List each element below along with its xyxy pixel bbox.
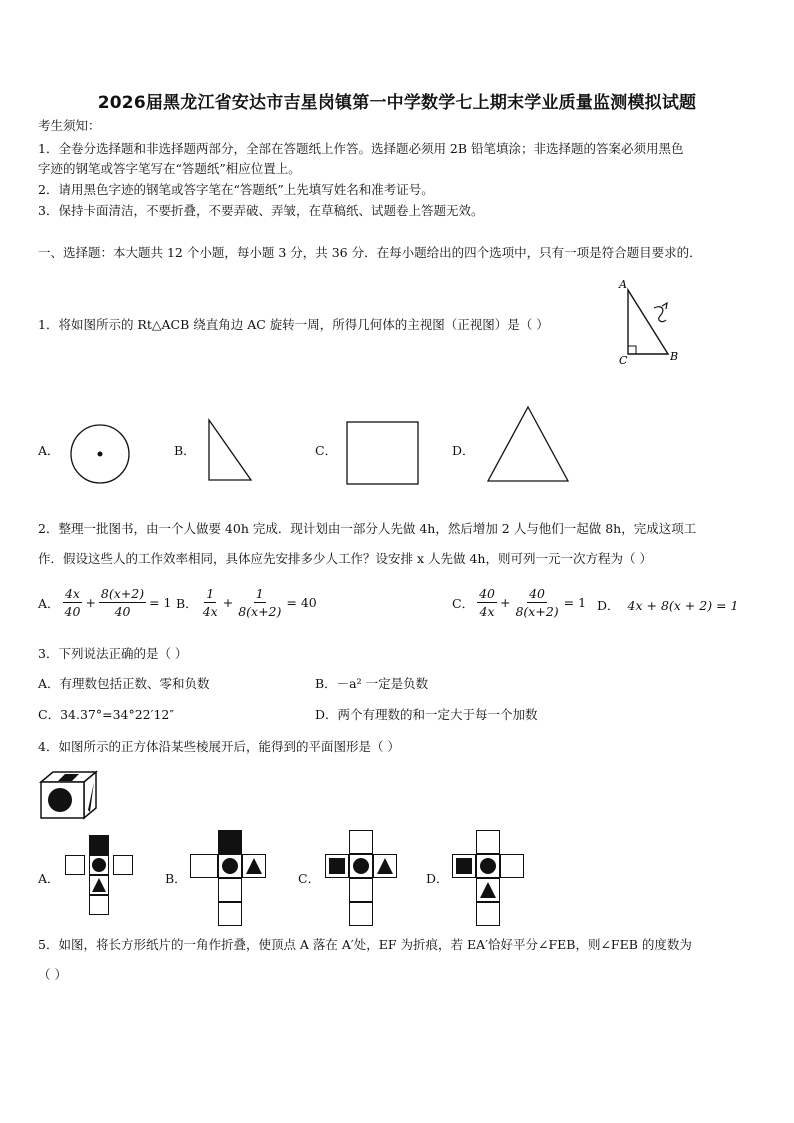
q1-option-a-label[interactable]: A． [38,443,60,458]
q2-option-b-label: B． [176,595,198,611]
q2-option-d-label: D． [597,598,620,613]
q2-a-rhs: = 1 [149,595,172,610]
q4-option-c-label[interactable]: C． [298,871,321,886]
q4-option-a-label[interactable]: A． [38,871,60,886]
label-b: B [670,350,679,363]
q3-option-c[interactable]: C．34.37°=34°22′12″ [38,707,175,722]
label-a: A [619,278,627,291]
question-4-text: 4．如图所示的正方体沿某些棱展开后，能得到的平面图形是（ ） [38,739,400,754]
q2-option-d[interactable] [597,596,738,614]
q3-option-a[interactable]: A．有理数包括正数、零和负数 [38,676,210,691]
label-c: C [619,354,628,366]
q2-c-fraction-1: $\frac{40}{4x}$ [479,586,495,619]
q4-option-b-label[interactable]: B． [165,871,187,886]
q2-option-a-label: A． [38,595,60,611]
q1-option-d-label[interactable]: D． [452,443,475,458]
q3-option-d[interactable]: D．两个有理数的和一定大于每一个加数 [315,707,538,722]
q2-c-rhs: = 1 [563,595,587,610]
q2-d-equation: 4x + 8(x + 2) = 1 [627,597,739,613]
q2-b-rhs: = 40 [286,595,317,610]
question-2-line-1: 2．整理一批图书，由一个人做要 40h 完成．现计划由一部分人先做 4h，然后增加 2 人与他们一起做 8h，完成这项工 [38,521,697,536]
q2-b-fraction-1: $\frac{1}{4x}$ [202,586,218,619]
q2-b-fraction-2: $\frac{1}{8(x+2)}$ [238,586,282,619]
plus-sign: + [85,595,96,610]
plus-sign: + [222,595,234,610]
q1-option-b-label[interactable]: B． [174,443,196,458]
q2-option-c[interactable] [452,586,586,619]
q2-option-a[interactable] [38,586,172,619]
q4-cube-figure [38,770,100,822]
notice-item-3: 3．保持卡面清洁，不要折叠，不要弄破、弄皱，在草稿纸、试题卷上答题无效。 [38,203,484,218]
q1-option-a-circle [68,422,132,486]
question-2-line-2: 作．假设这些人的工作效率相同，具体应先安排多少人工作？设安排 x 人先做 4h，则可列一元一次方程为（ ） [38,551,652,566]
section-heading: 一、选择题：本大题共 12 个小题，每小题 3 分，共 36 分．在每小题给出的四个选项中，只有一项是符合题目要求的． [38,245,702,260]
q1-option-c-label[interactable]: C． [315,443,338,458]
q2-option-c-label: C． [452,595,475,611]
q2-c-fraction-2: $\frac{40}{8(x+2)}$ [515,586,559,619]
question-5-line-1: 5．如图，将长方形纸片的一角作折叠，使顶点 A 落在 A′处，EF 为折痕，若 EA′恰好平分∠FEB，则∠FEB 的度数为 [38,937,692,952]
notice-header: 考生须知： [38,118,101,133]
q2-a-fraction-1: $\frac{4x}{40}$ [64,586,81,619]
question-5-line-2: （ ） [38,967,67,982]
q3-option-b[interactable]: B．－a² 一定是负数 [315,676,429,691]
q1-option-c-square [345,420,421,486]
notice-item-1: 1．全卷分选择题和非选择题两部分，全部在答题纸上作答。选择题必须用 2B 铅笔填涂；非选择题的答案必须用黑色 [38,141,684,156]
q1-option-b-triangle [205,418,255,484]
notice-item-1-cont: 字迹的钢笔或答字笔写在“答题纸”相应位置上。 [38,161,301,176]
plus-sign: + [499,595,511,610]
page-title: 2026届黑龙江省安达市吉星岗镇第一中学数学七上期末学业质量监测模拟试题 [97,93,697,113]
q2-a-fraction-2: $\frac{8(x+2)}{40}$ [100,586,145,619]
q1-triangle-figure [610,276,690,366]
notice-item-2: 2．请用黑色字迹的钢笔或答字笔在“答题纸”上先填写姓名和准考证号。 [38,182,434,197]
q4-option-d-label[interactable]: D． [426,871,449,886]
question-1-text: 1．将如图所示的 Rt△ACB 绕直角边 AC 旋转一周，所得几何体的主视图（正视图）是（ ） [38,317,549,332]
question-3-text: 3．下列说法正确的是（ ） [38,646,188,661]
q2-option-b[interactable] [176,586,317,619]
q1-option-d-triangle [485,404,571,484]
